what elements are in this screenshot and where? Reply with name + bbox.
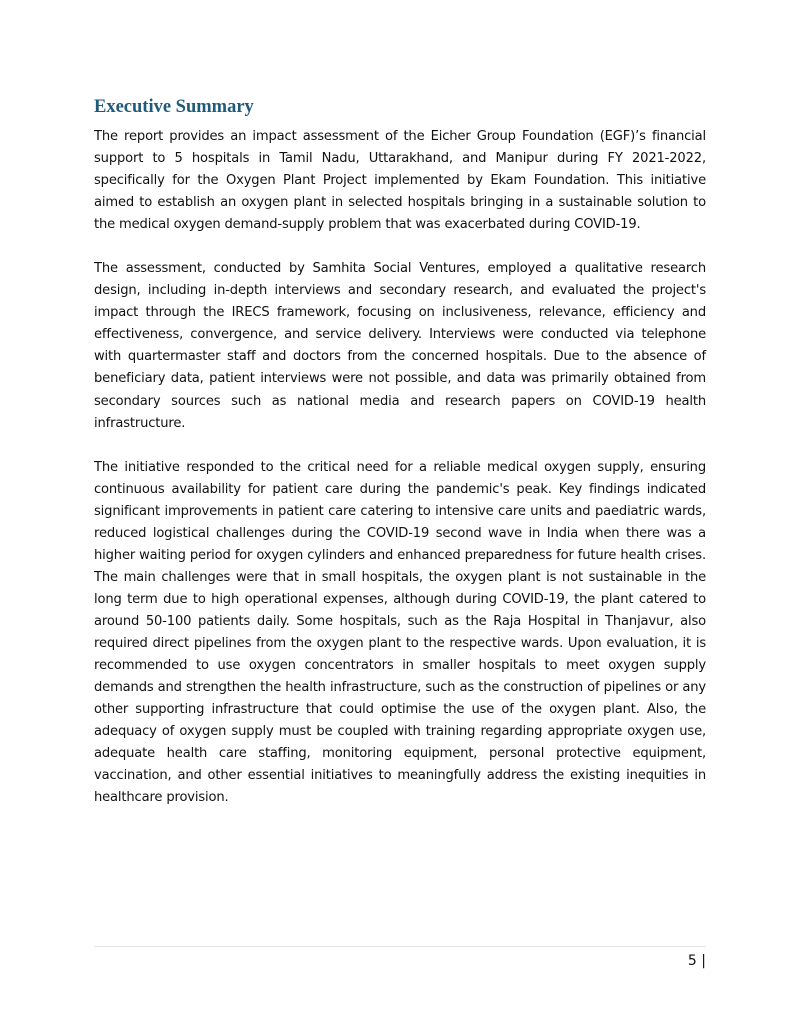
footer-divider <box>94 946 706 947</box>
page-content <box>94 96 706 831</box>
section-heading: Executive Summary <box>94 97 254 117</box>
paragraph-methodology: The assessment, conducted by Samhita Social Ventures, employed a qualitative research design, including in-depth interviews and secondary research, and evaluated the project's impact through the IRECS framework, focusing on inclusiveness, relevance, efficiency and effectiveness, convergence, and service delivery. Interviews were conducted via telephone with quartermaster staff and doctors from the concerned hospitals. Due to the absence of beneficiary data, patient interviews were not possible, and data was primarily obtained from secondary sources such as national media and research papers on COVID-19 health infrastructure. <box>94 261 706 431</box>
paragraph-overview: The report provides an impact assessment of the Eicher Group Foundation (EGF)’s financial support to 5 hospitals in Tamil Nadu, Uttarakhand, and Manipur during FY 2021-2022, specifically for the Oxygen Plant Project implemented by Ekam Foundation. This initiative aimed to establish an oxygen plant in selected hospitals bringing in a sustainable solution to the medical oxygen demand-supply problem that was exacerbated during COVID-19. <box>94 129 706 233</box>
paragraph-findings: The initiative responded to the critical need for a reliable medical oxygen supply, ensuring continuous availability for patient care during the pandemic's peak. Key findings indicated significant improvements in patient care catering to intensive care units and paediatric wards, reduced logistical challenges during the COVID-19 second wave in India when there was a higher waiting period for oxygen cylinders and enhanced preparedness for future health crises. The main challenges were that in small hospitals, the oxygen plant is not sustainable in the long term due to high operational expenses, although during COVID-19, the plant catered to around 50-100 patients daily. Some hospitals, such as the Raja Hospital in Thanjavur, also required direct pipelines from the oxygen plant to the respective wards. Upon evaluation, it is recommended to use oxygen concentrators in smaller hospitals to meet oxygen supply demands and strengthen the health infrastructure, such as the construction of pipelines or any other supporting infrastructure that could optimise the use of the oxygen plant. Also, the adequacy of oxygen supply must be coupled with training regarding appropriate oxygen use, adequate health care staffing, monitoring equipment, personal protective equipment, vaccination, and other essential initiatives to meaningfully address the existing inequities in healthcare provision. <box>94 459 706 806</box>
page-number: 5 | <box>687 953 706 969</box>
